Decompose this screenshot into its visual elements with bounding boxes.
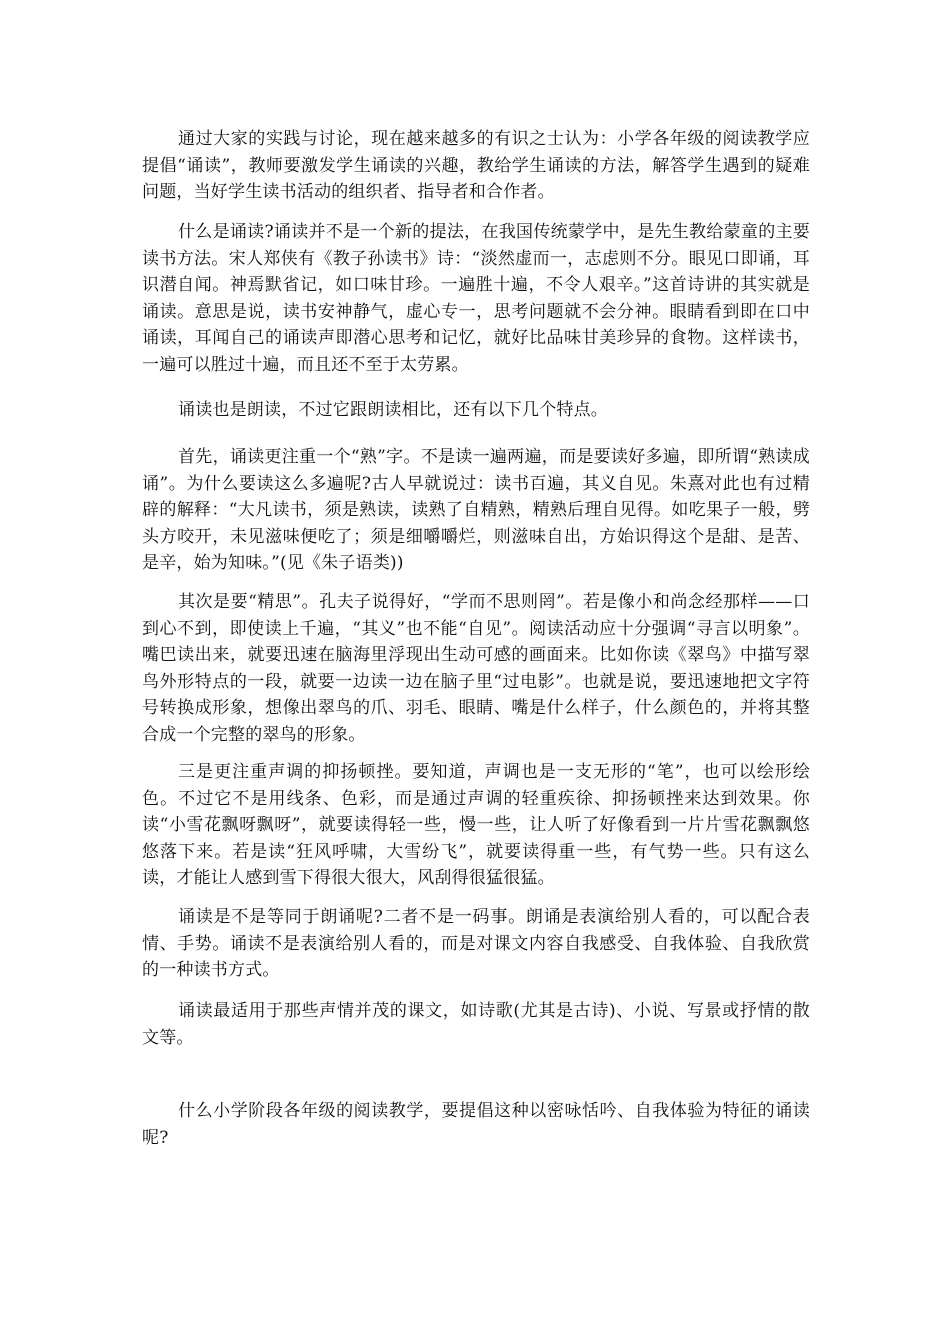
paragraph-4: 首先，诵读更注重一个“熟”字。不是读一遍两遍，而是要读好多遍，即所谓“熟读成诵”。为什么要读这么多遍呢?古人早就说过：读书百遍，其义自见。朱熹对此也有过精辟的解释：“大凡读书，须是熟读，读熟了自精熟，精熟后理自见得。如吃果子一般，劈头方咬开，未见滋味便吃了；须是细嚼嚼烂，则滋味自出，方始识得这个是甜、是苦、是辛，始为知味。”(见《朱子语类)) — [142, 447, 810, 573]
paragraph-1: 通过大家的实践与讨论，现在越来越多的有识之士认为：小学各年级的阅读教学应提倡“诵读”，教师要激发学生诵读的兴趣，教给学生诵读的方法，解答学生遇到的疑难问题，当好学生读书活动的组织者、指导者和合作者。 — [142, 129, 810, 202]
paragraph-5: 其次是要“精思”。孔夫子说得好，“学而不思则罔”。若是像小和尚念经那样——口到心不到，即使读上千遍，“其义”也不能“自见”。阅读活动应十分强调“寻言以明象”。嘴巴读出来，就要迅速在脑海里浮现出生动可感的画面来。比如你读《翠鸟》中描写翠鸟外形特点的一段，就要一边读一边在脑子里“过电影”。也就是说，要迅速地把文字符号转换成形象，想像出翠鸟的爪、羽毛、眼睛、嘴是什么样子，什么颜色的，并将其整合成一个完整的翠鸟的形象。 — [142, 592, 810, 745]
paragraph-8: 诵读最适用于那些声情并茂的课文，如诗歌(尤其是古诗)、小说、写景或抒情的散文等。 — [142, 1001, 810, 1048]
paragraph-3: 诵读也是朗读，不过它跟朗读相比，还有以下几个特点。 — [178, 400, 608, 420]
paragraph-9: 什么小学阶段各年级的阅读教学，要提倡这种以密咏恬吟、自我体验为特征的诵读呢? — [142, 1101, 810, 1148]
paragraph-7: 诵读是不是等同于朗诵呢?二者不是一码事。朗诵是表演给别人看的，可以配合表情、手势。诵读不是表演给别人看的，而是对课文内容自我感受、自我体验、自我欣赏的一种读书方式。 — [142, 907, 810, 980]
paragraph-2: 什么是诵读?诵读并不是一个新的提法，在我国传统蒙学中，是先生教给蒙童的主要读书方法。宋人郑侠有《教子孙读书》诗：“淡然虚而一，志虑则不分。眼见口即诵，耳识潜自闻。神焉默省记，如口味甘珍。一遍胜十遍，不令人艰辛。”这首诗讲的其实就是诵读。意思是说，读书安神静气，虚心专一，思考问题就不会分神。眼睛看到即在口中诵读，耳闻自己的诵读声即潜心思考和记忆，就好比品味甘美珍异的食物。这样读书，一遍可以胜过十遍，而且还不至于太劳累。 — [142, 222, 810, 375]
paragraph-6: 三是更注重声调的抑扬顿挫。要知道，声调也是一支无形的“笔”，也可以绘形绘色。不过它不是用线条、色彩，而是通过声调的轻重疾徐、抑扬顿挫来达到效果。你读“小雪花飘呀飘呀”，就要读得轻一些，慢一些，让人听了好像看到一片片雪花飘飘悠悠落下来。若是读“狂风呼啸，大雪纷飞”，就要读得重一些，有气势一些。只有这么读，才能让人感到雪下得很大很大，风刮得很猛很猛。 — [142, 762, 810, 888]
